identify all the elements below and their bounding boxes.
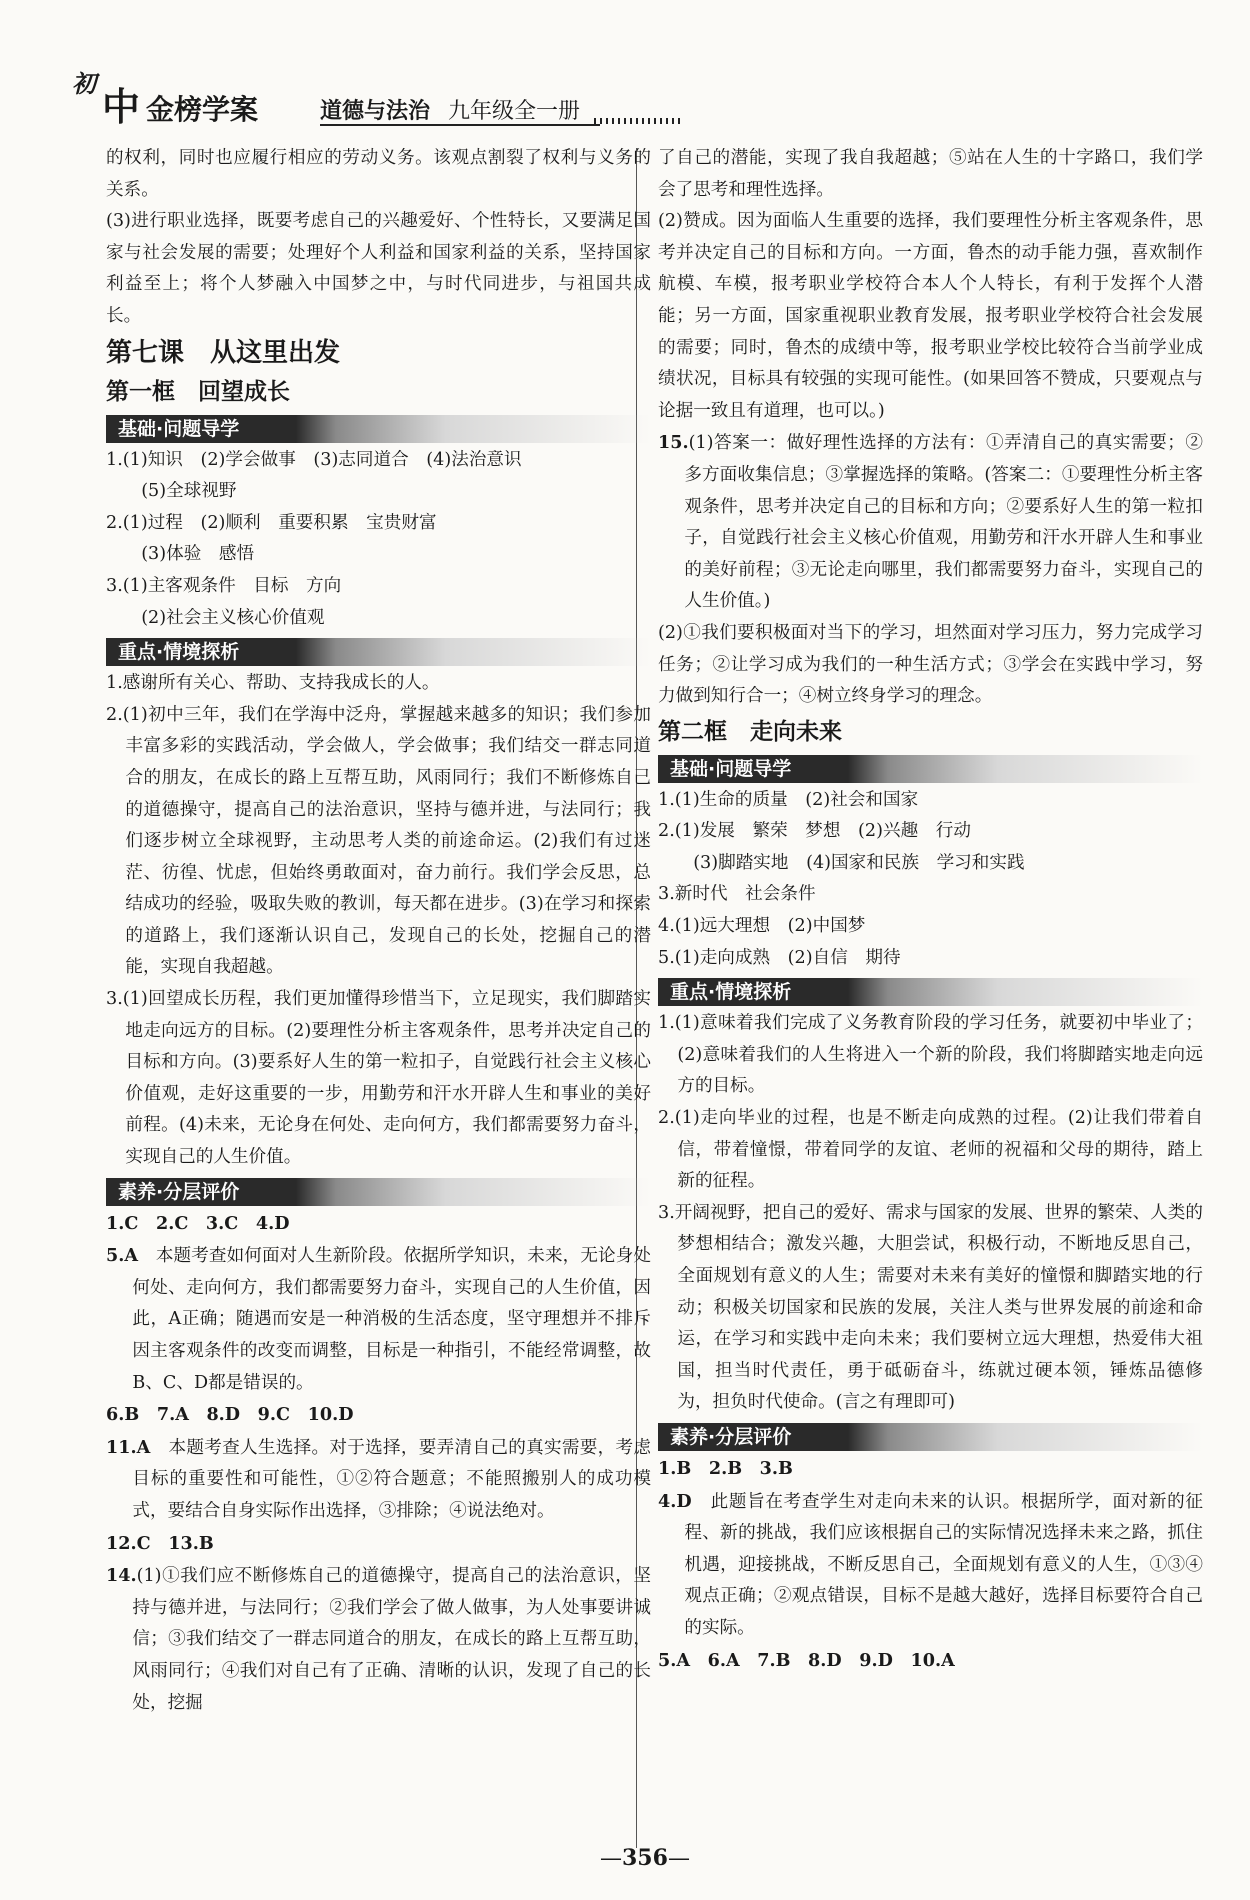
answer-paragraph (106, 1240, 651, 1399)
answer-paragraph: 3.(1)回望成长历程，我们更加懂得珍惜当下，立足现实，我们脚踏实地走向远方的目标。(2)要理性分析主客观条件，思考并决定自己的目标和方向。(3)要系好人生的第一粒扣子，自觉践行社会主义核心价值观，走好这重要的一步，用勤劳和汗水开辟人生和事业的美好前程。(4)未来，无论身在何处、走向何方，我们都需要努力奋斗，实现自己的人生价值。 (106, 989, 651, 1168)
paragraph: 了自己的潜能，实现了我自我超越；⑤站在人生的十字路口，我们学会了思考和理性选择。 (658, 148, 1203, 200)
subject-label: 道德与法治 (320, 99, 431, 124)
answer-number: 15. (658, 432, 689, 454)
answer-explanation: (1)①我们应不断修炼自己的道德操守，提高自己的法治意识，坚持与德并进，与法同行；②我们学会了做人做事，为人处事要讲诚信；③我们结交了一群志同道合的朋友，在成长的路上互帮互助，风雨同行；④我们对自己有了正确、清晰的认识，发现了自己的长处，挖掘 (132, 1566, 651, 1713)
answer-line: (5)全球视野 (141, 481, 237, 502)
answer-line: 1.(1)知识 (2)学会做事 (3)志同道合 (4)法治意识 (106, 449, 522, 470)
section-band-basics (106, 415, 651, 443)
answer-line: 2.(1)过程 (2)顺利 重要积累 宝贵财富 (106, 512, 437, 533)
answer-keys: 1.C 2.C 3.C 4.D (106, 1212, 290, 1234)
answer-line: 1.感谢所有关心、帮助、支持我成长的人。 (106, 673, 440, 694)
answer-paragraph: 2.(1)走向毕业的过程，也是不断走向成熟的过程。(2)让我们带着自信，带着憧憬，带着同学的友谊、老师的祝福和父母的期待，踏上新的征程。 (658, 1108, 1203, 1192)
answer-line: (2)社会主义核心价值观 (141, 607, 325, 628)
right-column (658, 143, 1203, 1677)
header-hatch (594, 118, 684, 124)
answer-keys: 6.B 7.A 8.D 9.C 10.D (106, 1404, 354, 1426)
answer-line: 2.(1)发展 繁荣 梦想 (2)兴趣 行动 (658, 821, 971, 842)
frame-title: 第一框 回望成长 (106, 377, 290, 405)
page-number: — 356 — (600, 1845, 690, 1871)
answer-line: (3)脚踏实地 (4)国家和民族 学习和实践 (693, 852, 1025, 873)
answer-keys: 5.A 6.A 7.B 8.D 9.D 10.A (658, 1649, 955, 1671)
section-band-label: 素养·分层评价 (670, 1425, 792, 1448)
section-band-label: 重点·情境探析 (118, 641, 240, 664)
answer-line (106, 1399, 651, 1432)
section-band-basics (658, 755, 1203, 783)
answer-paragraph: 1.(1)意味着我们完成了义务教育阶段的学习任务，就要初中毕业了；(2)意味着我们的人生将进入一个新的阶段，我们将脚踏实地走向远方的目标。 (658, 1013, 1203, 1097)
section-band-label: 重点·情境探析 (670, 981, 792, 1004)
answer-paragraph (106, 1432, 651, 1528)
section-band-label: 基础·问题导学 (118, 417, 240, 440)
answer-paragraph (658, 427, 1203, 618)
section-band-assessment (658, 1423, 1203, 1451)
answer-line: 3.新时代 社会条件 (658, 884, 816, 905)
answer-explanation: (1)答案一：做好理性选择的方法有：①弄清自己的真实需要；②多方面收集信息；③掌握选择的策略。(答案二：①要理性分析主客观条件，思考并决定自己的目标和方向；②要系好人生的第一粒扣子，自觉践行社会主义核心价值观，用勤劳和汗水开辟人生和事业的美好前程；③无论走向哪里，我们都需要努力奋斗，实现自己的人生价值。) (684, 433, 1203, 612)
answer-line: 1.(1)生命的质量 (2)社会和国家 (658, 789, 919, 810)
answer-line: 4.(1)远大理想 (2)中国梦 (658, 916, 866, 937)
answer-number: 14. (106, 1565, 137, 1587)
answer-line (658, 1453, 1203, 1486)
paragraph: (2)①我们要积极面对当下的学习，坦然面对学习压力，努力完成学习任务；②让学习成为我们的一种生活方式；③学会在实践中学习，努力做到知行合一；④树立终身学习的理念。 (658, 622, 1203, 707)
answer-line: 3.(1)主客观条件 目标 方向 (106, 575, 342, 596)
answer-number: 4.D (658, 1490, 692, 1512)
left-column (106, 143, 651, 1719)
section-band-label: 基础·问题导学 (670, 757, 792, 780)
answer-number: 5.A (106, 1245, 139, 1267)
brand-title: 金榜学案 (146, 93, 259, 126)
section-band-key-points (658, 978, 1203, 1006)
brand-zhong: 中 (102, 84, 141, 129)
header-rule (320, 124, 600, 126)
paragraph: (2)赞成。因为面临人生重要的选择，我们要理性分析主客观条件，思考并决定自己的目标和方向。一方面，鲁杰的动手能力强，喜欢制作航模、车模，报考职业学校符合本人个人特长，有利于发挥个人潜能；另一方面，国家重视职业教育发展，报考职业学校符合社会发展的需要；同时，鲁杰的成绩中等，报考职业学校比较符合当前学业成绩状况，目标具有较强的实现可能性。(如果回答不赞成，只要观点与论据一致且有道理，也可以。) (658, 211, 1203, 421)
lesson-title: 第七课 从这里出发 (106, 337, 341, 368)
answer-line (658, 1645, 1203, 1678)
answer-explanation: 本题考查人生选择。对于选择，要弄清自己的真实需要，考虑目标的重要性和可能性，①②符合题意；不能照搬别人的成功模式，要结合自身实际作出选择，③排除；④说法绝对。 (132, 1437, 651, 1521)
answer-keys: 12.C 13.B (106, 1532, 214, 1554)
answer-paragraph: 2.(1)初中三年，我们在学海中泛舟，掌握越来越多的知识；我们参加丰富多彩的实践活动，学会做人，学会做事；我们结交一群志同道合的朋友，在成长的路上互帮互助，风雨同行；我们不断修炼自己的道德操守，提高自己的法治意识，坚持与德并进，与法同行；我们逐步树立全球视野，主动思考人类的前途命运。(2)我们有过迷茫、彷徨、忧虑，但始终勇敢面对，奋力前行。我们学会反思，总结成功的经验，吸取失败的教训，每天都在进步。(3)在学习和探索的道路上，我们逐渐认识自己，发现自己的长处，挖掘自己的潜能，实现自我超越。 (106, 704, 651, 978)
brand-chu: 初 (72, 69, 96, 98)
answer-line (106, 1208, 651, 1241)
answer-paragraph (106, 1560, 651, 1719)
answer-line: 5.(1)走向成熟 (2)自信 期待 (658, 947, 901, 968)
answer-paragraph (658, 1486, 1203, 1645)
answer-explanation: 本题考查如何面对人生新阶段。依据所学知识，未来，无论身处何处、走向何方，我们都需要努力奋斗，实现自己的人生价值，因此，A正确；随遇而安是一种消极的生活态度，坚守理想并不排斥因主客观条件的改变而调整，目标是一种指引，不能经常调整，故B、C、D都是错误的。 (132, 1246, 651, 1393)
answer-line: (3)体验 感悟 (141, 544, 255, 565)
paragraph: 的权利，同时也应履行相应的劳动义务。该观点割裂了权利与义务的关系。 (106, 148, 651, 200)
answer-explanation: 此题旨在考查学生对走向未来的认识。根据所学，面对新的征程、新的挑战，我们应该根据自己的实际情况选择未来之路，抓住机遇，迎接挑战，不断反思自己，全面规划有意义的人生，①③④观点正确；②观点错误，目标不是越大越好，选择目标要符合自己的实际。 (684, 1491, 1203, 1638)
section-band-key-points (106, 638, 651, 666)
paragraph: (3)进行职业选择，既要考虑自己的兴趣爱好、个性特长，又要满足国家与社会发展的需要；处理好个人利益和国家利益的关系，坚持国家利益至上；将个人梦融入中国梦之中，与时代同进步，与祖国共成长。 (106, 211, 651, 326)
answer-paragraph: 3.开阔视野，把自己的爱好、需求与国家的发展、世界的繁荣、人类的梦想相结合；激发兴趣，大胆尝试，积极行动，不断地反思自己，全面规划有意义的人生；需要对未来有美好的憧憬和脚踏实地的行动；积极关切国家和民族的发展，关注人类与世界发展的前途和命运，在学习和实践中走向未来；我们要树立远大理想，热爱伟大祖国，担当时代责任，勇于砥砺奋斗，练就过硬本领，锤炼品德修为，担负时代使命。(言之有理即可) (658, 1202, 1203, 1413)
answer-number: 11.A (106, 1436, 151, 1458)
answer-keys: 1.B 2.B 3.B (658, 1457, 793, 1479)
grade-label: 九年级全一册 (448, 99, 581, 124)
answer-line (106, 1528, 651, 1561)
section-band-label: 素养·分层评价 (118, 1180, 240, 1203)
frame-title: 第二框 走向未来 (658, 717, 842, 745)
section-band-assessment (106, 1178, 651, 1206)
page-header (72, 62, 672, 129)
